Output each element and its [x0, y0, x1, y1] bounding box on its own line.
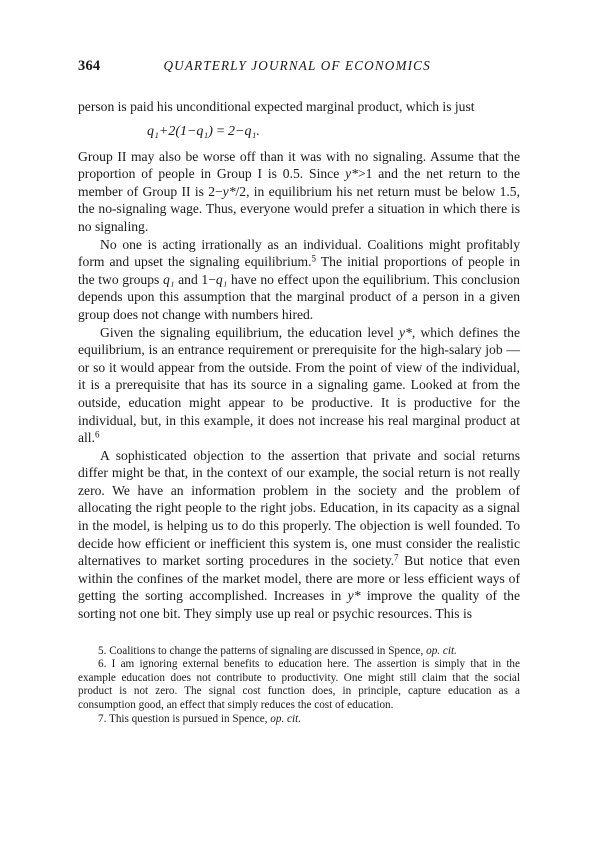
paragraph-text-part: and 1− [174, 271, 216, 287]
math-q1: q₁ [215, 271, 228, 287]
paragraph-text-part: have no effect upon the equilibrium. This conclusion depends upon this assumption that the marginal product of a person in a given group does not change with numbers hired. [78, 271, 520, 322]
paragraph-text-part: , which defines the equilibrium, is an entrance requirement or prerequisite for the high-salary job — or so it would appear from the outside. From the point of view of the individual, it is a prerequisite that has its source in a signaling game. Looked at from the outside, education might appear to be productive. It is productive for the individual, but, in this example, it does not increase his real marginal product at all. [78, 324, 520, 446]
paragraph-sophisticated-objection [78, 447, 520, 623]
running-head [78, 58, 520, 78]
footnote-op-cit: op. cit. [270, 712, 302, 725]
footnote-text-part: 6. I am ignoring external benefits to education here. The assertion is simply that in the example education does not contribute to productivity. One might still claim that the social product is not zero. The signal cost function does, in principle, capture education as a consumption good, an effect that simply reduces the cost of education. [78, 658, 520, 711]
footnote-7 [78, 713, 520, 727]
paragraph-text-part: >1 and the net return to the member of Group II is 2− [78, 166, 520, 199]
paragraph-text-part: A sophisticated objection to the assertion that private and social returns differ might be that, in the context of our example, the social return is not really zero. We have an information problem in the society and the problem of allocating the right people to the right jobs. Education, in its capacity as a signal in the model, is helping us to do this properly. The objection is well founded. To decide how efficient or inefficient this system is, one must consider the realistic alternatives to market sorting procedures in the society. [78, 447, 520, 569]
footnote-text-part: 5. Coalitions to change the patterns of signaling are discussed in Spence, [98, 644, 427, 657]
page-content [78, 58, 520, 726]
math-y-star: y* [345, 166, 358, 182]
paragraph-text: person is paid his unconditional expected marginal product, which is just [78, 99, 475, 114]
paragraph-text-part: But notice that even within the confines of the market model, there are more or less efficient ways of getting the sorting accomplished. Increases in [78, 553, 520, 604]
paragraph-text-part: Given the signaling equilibrium, the education level [100, 324, 399, 340]
math-y-star: y* [222, 183, 236, 199]
paragraph-signaling-equilibrium [78, 324, 520, 447]
page-number: 364 [78, 58, 101, 74]
math-y-star: y* [347, 588, 361, 604]
footnote-ref-6[interactable]: 6 [95, 429, 100, 440]
paragraph-group-ii [78, 148, 520, 236]
paragraph-text-part: /2, in equilibrium his net return must be below 1.5, the no-signaling wage. Thus, everyone would prefer a situation in which there is no signaling. [78, 183, 520, 234]
paragraph-continuation [78, 98, 520, 116]
paragraph-text-part: The initial proportions of people in the two groups [78, 254, 521, 287]
footnote-5 [78, 645, 520, 659]
display-equation [78, 122, 520, 142]
footnote-ref-7[interactable]: 7 [394, 552, 399, 563]
footnotes-section [78, 645, 520, 727]
paragraph-text-part: Group II may also be worse off than it was with no signaling. Assume that the proportion of people in Group I is 0.5. Since [78, 148, 520, 182]
math-y-star: y* [398, 324, 412, 340]
footnote-6 [78, 658, 520, 712]
paragraph-text-part: improve the quality of the sorting not one bit. They simply use up real or psychic resources. This is [78, 588, 520, 622]
equation-text: q₁+2(1−q₁) = 2−q₁. [147, 123, 260, 139]
paragraph-text-part: No one is acting irrationally as an individual. Coalitions might profitably form and upset the signaling equilibrium. [78, 236, 520, 270]
math-q1: q₁ [162, 271, 175, 287]
footnote-text-part: 7. This question is pursued in Spence, [98, 712, 271, 725]
body-text [78, 98, 520, 623]
paragraph-coalitions [78, 236, 520, 324]
footnote-op-cit: op. cit. [426, 644, 457, 657]
journal-title: QUARTERLY JOURNAL OF ECONOMICS [163, 58, 431, 73]
footnote-ref-5[interactable]: 5 [311, 253, 317, 264]
